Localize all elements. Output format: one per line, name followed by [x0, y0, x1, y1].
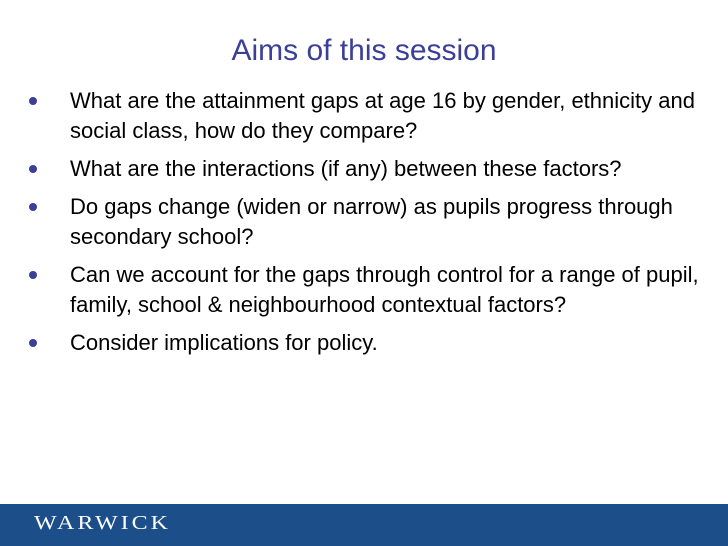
bullet-item	[26, 86, 706, 146]
bullet-dot-icon	[29, 203, 37, 211]
bullet-text: What are the attainment gaps at age 16 by gender, ethnicity and social class, how do they compare?	[70, 88, 695, 143]
bullet-text: Consider implications for policy.	[70, 330, 378, 355]
footer-bar	[0, 504, 728, 546]
bullet-text: Do gaps change (widen or narrow) as pupils progress through secondary school?	[70, 194, 673, 249]
slide-title: Aims of this session	[231, 34, 497, 67]
bullet-item	[26, 260, 706, 320]
bullet-dot-icon	[29, 339, 37, 347]
bullet-dot-icon	[29, 97, 37, 105]
bullet-text: What are the interactions (if any) between these factors?	[70, 156, 622, 181]
bullet-dot-icon	[29, 165, 37, 173]
bullet-item	[26, 328, 706, 358]
bullet-dot-icon	[29, 271, 37, 279]
bullet-list	[26, 86, 706, 366]
bullet-item	[26, 192, 706, 252]
bullet-item	[26, 154, 706, 184]
warwick-logo: WARWICK	[34, 512, 171, 535]
bullet-text: Can we account for the gaps through control for a range of pupil, family, school & neighbourhood contextual factors?	[70, 262, 699, 317]
